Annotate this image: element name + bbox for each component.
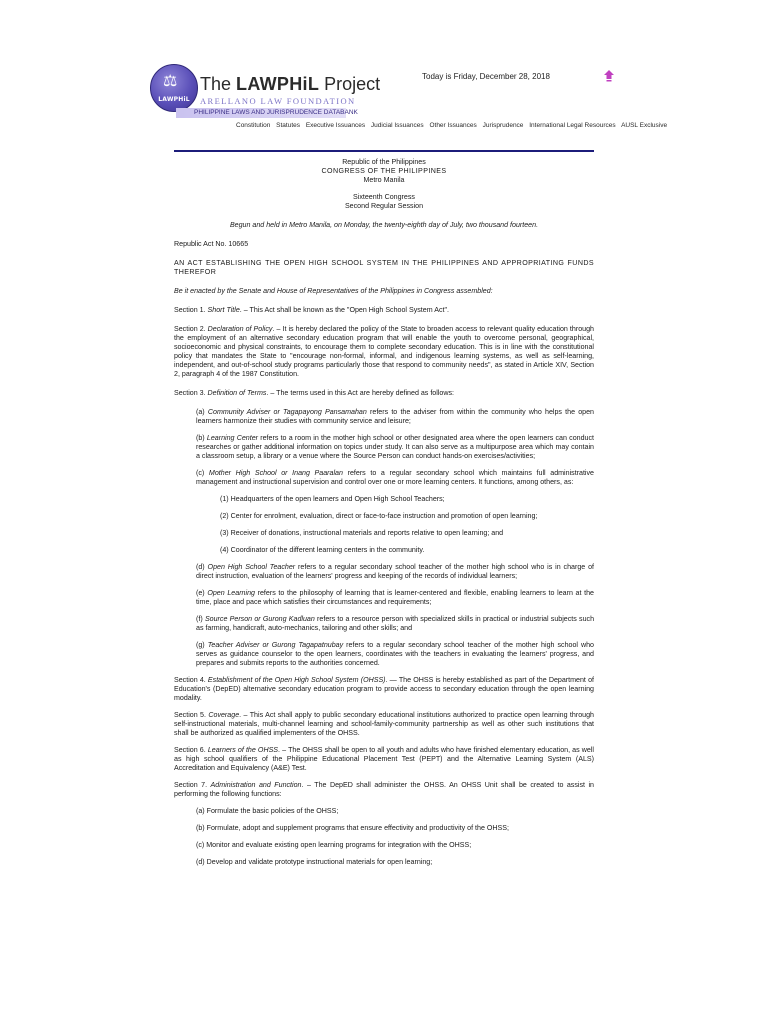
defined-term: Source Person or Gurong Kadluan [204,615,315,623]
defined-term: Open Learning [207,589,255,597]
section-6 [174,746,594,773]
section-heading: Section 5. [174,711,209,719]
section-text: . – It is hereby declared the policy of the State to broaden access to relevant quality education through the employment of an alternative secondary education program that will enable the youth to overcome personal, geographical, socioeconomic and physical constraints, to encourage them to complete secondary education. This is in line with the constitutional policy that mandates the State to "encourage non-formal, informal, and indigenous learning systems, as well as self-learning, independent, and out-of-school study programs particularly those that respond to community needs", as stated in Article XIV, Section 2, paragraph 4 of the 1987 Constitution. [174,325,594,378]
definition-b [196,434,594,461]
foundation-name: ARELLANO LAW FOUNDATION [200,96,356,106]
republic-line: Republic of the Philippines [342,158,426,166]
definition-text: refers to a room in the mother high school or other designated area where the open learners can conduct researches or gather additional information on topics under study. It can also serve as a multipurpose area which may contain a classroom setup, a library or a venue where the Source Person can conduct hands-on exercises/activities; [196,434,594,460]
seal-word: LAWPHiL [158,96,190,103]
section-3 [174,389,594,398]
top-navigation [236,122,671,129]
definition-d [196,563,594,581]
title-suffix: Project [319,74,381,94]
law-document [174,158,594,875]
section-1 [174,306,594,315]
session-line: Second Regular Session [344,202,424,210]
section-term: Establishment of the Open High School System (OHSS) [207,676,386,684]
section-term: Coverage [208,711,240,719]
section-text: . – The terms used in this Act are hereby defined as follows: [266,389,454,397]
item-label: (b) [196,434,207,442]
act-title: AN ACT ESTABLISHING THE OPEN HIGH SCHOOL SYSTEM IN THE PHILIPPINES AND APPROPRIATING FUNDS THEREFOR [174,259,594,276]
nav-other-issuances[interactable]: Other Issuances [429,122,477,129]
section-heading: Section 6. [174,746,208,754]
function-item: (b) Formulate, adopt and supplement programs that ensure effectivity and productivity of the OHSS; [196,824,509,832]
list-item: (3) Receiver of donations, instructional materials and reports relative to open learning; and [220,529,504,537]
item-label: (d) [196,563,208,571]
definition-f [196,615,594,633]
definition-text: refers to a regular secondary school teacher of the mother high school who is in charge of direct instruction, evaluation of the learners' progress and keeping of the records of individual learners; [196,563,595,580]
list-item: (1) Headquarters of the open learners and Open High School Teachers; [220,495,445,503]
nav-international-legal-resources[interactable]: International Legal Resources [529,122,616,129]
nav-jurisprudence[interactable]: Jurisprudence [482,122,524,129]
definition-a [196,408,594,426]
section-text: . – The OHSS shall be open to all youth and adults who have finished elementary education, as well as high school qualifiers of the Philippine Educational Placement Test (PEPT) and the Alternative Learning System (ALS) Accreditation and Equivalency (A&E) Test. [174,746,594,772]
function-item: (d) Develop and validate prototype instructional materials for open learning; [196,858,433,866]
section-term: Declaration of Policy [207,325,273,333]
city-line: Metro Manila [363,176,405,184]
definition-c [196,469,594,487]
congress-line: CONGRESS OF THE PHILIPPINES [321,167,447,175]
defined-term: Teacher Adviser or Gurong Tagapatnubay [207,641,344,649]
item-label: (g) [196,641,208,649]
item-label: (e) [196,589,208,597]
section-term: Learners of the OHSS [207,746,279,754]
act-number: Republic Act No. 10665 [174,240,249,248]
section-heading: Section 4. [174,676,208,684]
section-7 [174,781,594,799]
definition-text: refers to the philosophy of learning that is learner-centered and flexible, enabling learners to learn at the time, place and pace which satisfies their circumstances and requirements; [196,589,594,606]
section-text: . — The OHSS is hereby established as part of the Department of Education's (DepED) alternative secondary education program to provide access to secondary education through the open learning modality. [174,676,594,702]
databank-label: PHILIPPINE LAWS AND JURISPRUDENCE DATABANK [194,109,358,116]
defined-term: Mother High School or Inang Paaralan [208,469,343,477]
section-heading: Section 7. [174,781,211,789]
title-prefix: The [200,74,237,94]
today-date: Today is Friday, December 28, 2018 [422,72,550,81]
section-heading: Section 3. [174,389,208,397]
definition-g [196,641,594,668]
header-divider [174,150,594,152]
section-text: . – The DepED shall administer the OHSS. An OHSS Unit shall be created to assist in performing the following functions: [174,781,594,798]
section-text: . – This Act shall apply to public secondary educational institutions authorized to practice open learning through self-instructional materials, multi-channel learning and school-family-community partnership as well as other such institutions that shall be authorized as qualified implementers of the OHSS. [174,711,594,737]
congress-number: Sixteenth Congress [353,193,415,201]
defined-term: Open High School Teacher [207,563,296,571]
list-item: (2) Center for enrolment, evaluation, direct or face-to-face instruction and promotion of open learning; [220,512,538,520]
nav-judicial-issuances[interactable]: Judicial Issuances [370,122,424,129]
scales-of-justice-icon: ⚖ [163,71,178,90]
function-item: (c) Monitor and evaluate existing open learning programs for integration with the OHSS; [196,841,472,849]
definition-text: refers to the adviser from within the community who helps the open learners harmonize their studies with community service and leisure; [196,408,595,425]
nav-constitution[interactable]: Constitution [236,122,271,129]
definition-text: refers to a regular secondary school teacher of the mother high school who serves as guidance counselor to the open learners, coordinates with the teachers in evaluating the learners' progress, and prepares and submits reports to the authorities concerned. [196,641,594,667]
section-heading: Section 1. [174,306,208,314]
section-4 [174,676,594,703]
databank-band [176,108,358,118]
begun-line: Begun and held in Metro Manila, on Monday, the twenty-eighth day of July, two thousand fourteen. [229,221,539,229]
home-icon[interactable] [604,70,614,82]
title-bold: LAWPHiL [236,74,320,94]
section-term: Short Title [207,306,240,314]
function-item: (a) Formulate the basic policies of the OHSS; [196,807,339,815]
site-title[interactable] [200,74,380,95]
list-item: (4) Coordinator of the different learning centers in the community. [220,546,425,554]
defined-term: Learning Center [206,434,259,442]
section-term: Administration and Function [210,781,302,789]
section-5 [174,711,594,738]
section-2 [174,325,594,379]
item-label: (a) [196,408,208,416]
nav-statutes[interactable]: Statutes [276,122,300,129]
nav-executive-issuances[interactable]: Executive Issuances [305,122,366,129]
section-text: . – This Act shall be known as the "Open High School System Act". [239,306,449,314]
definition-text: refers to a resource person with specialized skills in practical or industrial subjects such as farming, handicraft, auto-mechanics, tailoring and other skills; and [196,615,595,632]
lawphil-seal-logo[interactable] [150,64,198,112]
item-label: (c) [196,469,209,477]
section-heading: Section 2. [174,325,208,333]
nav-ausl-exclusive[interactable]: AUSL Exclusive [621,122,668,129]
enacting-clause: Be it enacted by the Senate and House of Representatives of the Philippines in Congress assembled: [174,287,493,295]
item-label: (f) [196,615,205,623]
defined-term: Community Adviser or Tagapayong Pansamahan [207,408,367,416]
section-term: Definition of Terms [207,389,267,397]
definition-text: refers to a regular secondary school which maintains full administrative management and instructional supervision and control over one or more learning centers. It functions, among others, as: [196,469,595,486]
definition-e [196,589,594,607]
